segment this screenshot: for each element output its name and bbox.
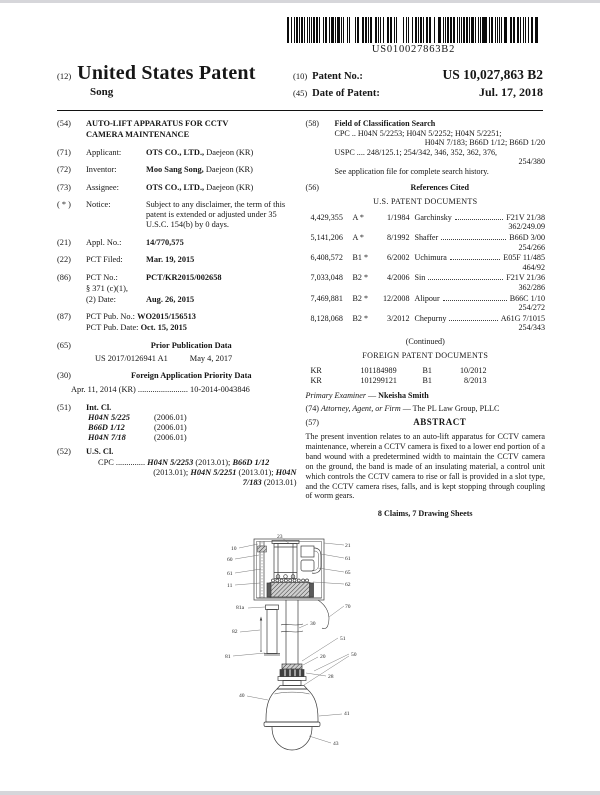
patent-number: 7,469,881: [310, 293, 343, 303]
field-51-int-cl: [57, 403, 297, 443]
notice-text: Subject to any disclaimer, the term of this patent is extended or adjusted under 35 U.S.C. 154(b) by 0 days.: [146, 200, 286, 229]
field-72-inventor: [57, 165, 297, 175]
figure-leader-line: [235, 555, 259, 559]
us-patent-row: [311, 313, 546, 333]
field-tag: ( * ): [57, 200, 71, 209]
field-tag: (73): [57, 182, 71, 192]
figure-leader-line: [319, 714, 342, 716]
inventor-value: Moo Sang Song, Daejeon (KR): [146, 165, 253, 174]
attorney-line: (74) Attorney, Agent, or Firm — The PL Law Group, PLLC: [305, 403, 500, 413]
us-patent-row: [311, 293, 546, 313]
patent-date: 10/2012: [459, 366, 487, 376]
sub-classification: 254/266: [518, 242, 545, 252]
figure-reference-labels: [225, 534, 357, 747]
int-cl-table: [86, 413, 297, 443]
appl-no-value: 14/770,575: [146, 237, 184, 247]
us-patent-row: [311, 212, 546, 232]
cpc-search-line: CPC .. H04N 5/2253; H04N 5/2252; H04N 5/2251;: [334, 128, 502, 138]
apparatus-outline: [254, 539, 329, 750]
sub-classification: 362/249.09: [508, 222, 545, 232]
field-58-classification-search: [306, 119, 546, 177]
kind-code: B2 *: [352, 313, 369, 323]
sub-classification: 254/343: [518, 323, 545, 333]
field-tag: (22): [57, 255, 71, 264]
field-label: PCT No.:: [86, 272, 118, 282]
int-cl-class: H04N 7/18: [88, 432, 126, 442]
figure-ref-51: 51: [340, 636, 346, 642]
field-tag: (57): [305, 418, 319, 428]
field-tag: (71): [57, 147, 71, 157]
foreign-patent-documents-heading: FOREIGN PATENT DOCUMENTS: [362, 351, 489, 361]
dot-leader: [441, 232, 506, 240]
section-heading: Prior Publication Data: [150, 340, 232, 350]
figure-ref-23: 23: [277, 534, 283, 540]
date-of-patent-label: Date of Patent:: [312, 88, 380, 99]
field-label: Assignee:: [86, 182, 119, 192]
patent-date: 1/1984: [387, 212, 410, 222]
figure-ref-11: 11: [227, 583, 233, 589]
patent-number: 101184989: [360, 366, 397, 376]
field-tag: (52): [57, 446, 71, 456]
figure-ref-28: 28: [328, 674, 334, 680]
field-tag: (51): [57, 402, 71, 412]
cpc-line: (2013.01); H04N 5/2251 (2013.01); H04N: [153, 467, 297, 477]
kind-code: B2 *: [352, 273, 369, 283]
field-tag: (58): [305, 119, 319, 128]
field-label: Appl. No.:: [86, 237, 122, 247]
field-21-appl-no: [57, 238, 297, 248]
field-tag: (54): [57, 119, 71, 128]
applicant-value: OTS CO., LTD., Daejeon (KR): [146, 147, 254, 157]
figure-ref-62: 62: [345, 582, 351, 588]
classification: F21V 21/38: [506, 212, 545, 222]
priority-line: Apr. 11, 2014 (KR) ........................ 10-2014-0043846: [71, 385, 250, 394]
scan-edge-top: [0, 0, 600, 3]
figure-leader-line: [306, 673, 326, 676]
figure-leader-line: [235, 569, 261, 573]
header-rule: [57, 110, 543, 111]
section-heading: References Cited: [410, 182, 469, 192]
field-86-pct-no: [57, 273, 297, 305]
figure-ref-50: 50: [351, 652, 357, 658]
field-71-applicant: [57, 148, 297, 158]
classification: B66C 1/10: [509, 293, 545, 303]
uspc-search-line: USPC .... 248/125.1; 254/342, 346, 352, 362, 376,: [334, 147, 498, 157]
figure-leader-line: [304, 656, 349, 685]
inventor-name: Alipour: [414, 293, 440, 303]
us-patent-row: [311, 272, 546, 292]
int-cl-row: [88, 423, 297, 433]
publication-date: May 4, 2017: [189, 353, 233, 363]
figure-ref-61: 61: [345, 556, 351, 562]
field-tag: (87): [57, 312, 71, 321]
foreign-patent-row: [306, 366, 546, 376]
figure-ref-30: 30: [310, 621, 316, 627]
field-label: Notice:: [86, 200, 111, 209]
left-column: [57, 119, 297, 519]
pct-371-date: Aug. 26, 2015: [146, 294, 195, 304]
figure-leader-line: [324, 543, 344, 545]
inventor-surname: Song: [90, 86, 114, 98]
figure-leader-line: [313, 582, 344, 584]
figure-leader-line: [235, 583, 260, 585]
header-left: [57, 62, 256, 102]
patent-number: 6,408,572: [310, 253, 343, 263]
figure-leader-line: [329, 606, 344, 617]
apparatus-figure: [214, 533, 406, 759]
figure-leader-line: [247, 696, 268, 700]
int-cl-class: B66D 1/12: [88, 422, 125, 432]
kind-code: A *: [352, 232, 364, 242]
us-patent-row: [311, 252, 546, 272]
abstract-heading: ABSTRACT: [413, 417, 467, 428]
foreign-patent-row: [306, 376, 546, 386]
pct-no-value: PCT/KR2015/002658: [146, 272, 222, 282]
barcode-block: [287, 17, 540, 55]
dot-leader: [443, 293, 507, 301]
us-cl-lines: [86, 458, 297, 488]
patent-date: 6/2002: [387, 253, 410, 263]
figure-ref-70: 70: [345, 604, 351, 610]
figure-ref-20: 20: [320, 654, 326, 660]
patent-number: 5,141,206: [310, 232, 343, 242]
right-column: [306, 119, 546, 519]
figure-leader-line: [309, 736, 331, 743]
field-label: (2) Date:: [86, 294, 116, 304]
inventor-name: Shaffer: [414, 232, 439, 242]
field-57-abstract: [306, 418, 546, 519]
dot-leader: [449, 313, 497, 321]
us-patent-documents-heading: U.S. PATENT DOCUMENTS: [373, 197, 478, 207]
field-tag: (86): [57, 272, 71, 282]
assignee-value: OTS CO., LTD., Daejeon (KR): [146, 182, 254, 192]
kind-code: B1: [422, 366, 432, 376]
kind-code: A *: [352, 212, 364, 222]
field-notice: [57, 200, 297, 230]
country-code: KR: [310, 375, 322, 385]
field-tag: (21): [57, 237, 71, 247]
inventor-name: Chepurny: [414, 313, 447, 323]
field-65-prior-publication: [57, 341, 297, 364]
abstract-text: The present invention relates to an auto-lift apparatus for CCTV camera maintenance, wherein a CCTV camera is fixed to a lower end portion of a band wound with a predetermined width to maintain the CCTV camera on the ground, the band is made of an insulating material, a control unit which controls the CCTV camera to rise or fall is provided in a slot type, and the CCTV camera rises, falls, and is kept stopping through coupling of worm gears.: [305, 432, 545, 501]
field-label: Inventor:: [86, 165, 117, 174]
pct-pub-date: PCT Pub. Date: Oct. 15, 2015: [86, 323, 187, 332]
primary-examiner-line: Primary Examiner — Nkeisha Smith: [305, 391, 429, 401]
field-52-us-cl: [57, 447, 297, 488]
barcode-text: US010027863B2: [371, 44, 456, 55]
country-code: KR: [310, 366, 322, 376]
barcode-icon: [287, 17, 540, 43]
invention-title: AUTO-LIFT APPARATUS FOR CCTV CAMERA MAINTENANCE: [86, 119, 229, 139]
sub-classification: 254/272: [518, 303, 545, 313]
int-cl-version: (2006.01): [154, 412, 187, 422]
patent-number: 4,429,355: [310, 212, 343, 222]
int-cl-row: [88, 413, 297, 423]
classification: E05F 11/485: [503, 253, 545, 263]
patent-number: 101299121: [360, 375, 397, 385]
figure-leader-line: [321, 554, 344, 558]
classification: F21V 21/36: [506, 273, 545, 283]
field-label: PCT Filed:: [86, 255, 123, 264]
kind-code: B2 *: [352, 293, 369, 303]
field-tag: (65): [57, 340, 71, 350]
classification: B66D 3/00: [509, 232, 545, 242]
field-tag: (30): [57, 371, 71, 380]
inventor-name: Uchimura: [414, 253, 447, 263]
figure-ref-60: 60: [227, 557, 233, 563]
field-tag-12: (12): [57, 71, 72, 81]
patent-date: 12/2008: [382, 293, 410, 303]
patent-date: 8/1992: [387, 232, 410, 242]
int-cl-row: [88, 433, 297, 443]
figure-leader-line: [239, 544, 258, 548]
dot-leader: [428, 272, 503, 280]
patent-no-value: US 10,027,863 B2: [442, 67, 543, 82]
kind-code: B1: [422, 375, 432, 385]
patent-number: 7,033,048: [310, 273, 343, 283]
figure-leader-line: [233, 653, 265, 656]
header: [57, 62, 543, 102]
section-heading: Field of Classification Search: [334, 119, 436, 128]
section-heading: Int. Cl.: [86, 402, 112, 412]
scan-edge-bottom: [0, 791, 600, 795]
field-tag-10: (10): [293, 71, 308, 81]
uspc-search-line: 254/380: [518, 157, 545, 167]
field-22-pct-filed: [57, 255, 297, 265]
figure-leader-line: [318, 568, 344, 572]
int-cl-version: (2006.01): [154, 432, 187, 442]
inventor-name: Garchinsky: [414, 212, 452, 222]
figure-ref-81: 81: [225, 654, 231, 660]
patent-no-label: Patent No.:: [312, 71, 363, 82]
dot-leader: [450, 252, 500, 260]
date-of-patent-value: Jul. 17, 2018: [478, 85, 543, 99]
figure-ref-61: 61: [227, 571, 233, 577]
classification: A61G 7/1015: [500, 313, 545, 323]
patent-date: 8/2013: [464, 375, 487, 385]
pct-pub-no: PCT Pub. No.: WO2015/156513: [86, 312, 196, 321]
sub-classification: 362/286: [518, 282, 545, 292]
field-56-references: [306, 183, 546, 386]
patent-date: 4/2006: [387, 273, 410, 283]
field-label: Applicant:: [86, 147, 122, 157]
section-heading: U.S. Cl.: [86, 446, 114, 456]
prior-publication-line: [57, 354, 297, 364]
field-tag: (72): [57, 165, 71, 174]
foreign-patent-table: [306, 366, 546, 385]
field-54-title: [57, 119, 297, 140]
pct-filed-value: Mar. 19, 2015: [146, 255, 195, 264]
search-history-note: See application file for complete search history.: [334, 166, 489, 176]
cpc-search-line: H04N 7/183; B66D 1/12; B66D 1/20: [424, 138, 545, 148]
us-patent-table: [306, 212, 546, 333]
field-30-foreign-priority: [57, 371, 297, 395]
figure-ref-41: 41: [344, 711, 350, 717]
continued-note: (Continued): [405, 336, 445, 346]
header-right: [293, 62, 543, 102]
field-tag: (56): [305, 182, 319, 192]
int-cl-version: (2006.01): [154, 422, 187, 432]
page-title: United States Patent: [77, 62, 256, 84]
bibliographic-columns: [57, 119, 545, 519]
figure-ref-65: 65: [345, 570, 351, 576]
int-cl-class: H04N 5/225: [88, 412, 130, 422]
kind-code: B1 *: [352, 253, 369, 263]
figure-leader-line: [240, 630, 260, 632]
figure-leader-line: [248, 607, 265, 608]
us-patent-row: [311, 232, 546, 252]
claims-line: 8 Claims, 7 Drawing Sheets: [377, 509, 473, 519]
pct-371-line: § 371 (c)(1),: [86, 283, 128, 293]
field-73-assignee: [57, 183, 297, 193]
patent-drawing: [214, 533, 406, 759]
patent-number: 8,128,068: [310, 313, 343, 323]
inventor-name: Sin: [414, 273, 426, 283]
figure-ref-10: 10: [231, 546, 237, 552]
field-tag-45: (45): [293, 88, 308, 98]
dot-leader: [455, 212, 503, 220]
figure-ref-43: 43: [333, 741, 339, 747]
section-heading: Foreign Application Priority Data: [130, 371, 252, 380]
figure-ref-40: 40: [239, 693, 245, 699]
publication-number: US 2017/0126941 A1: [95, 353, 168, 363]
sub-classification: 464/92: [522, 262, 545, 272]
patent-date: 3/2012: [387, 313, 410, 323]
field-87-pct-pub: [57, 312, 297, 333]
figure-ref-81a: 81a: [236, 605, 245, 611]
figure-ref-21: 21: [345, 543, 351, 549]
figure-ref-82: 82: [232, 629, 238, 635]
cpc-line: 7/183 (2013.01): [242, 477, 297, 487]
figure-leader-line: [303, 657, 318, 665]
cpc-line: CPC .............. H04N 5/2253 (2013.01); B66D 1/12: [98, 457, 270, 467]
